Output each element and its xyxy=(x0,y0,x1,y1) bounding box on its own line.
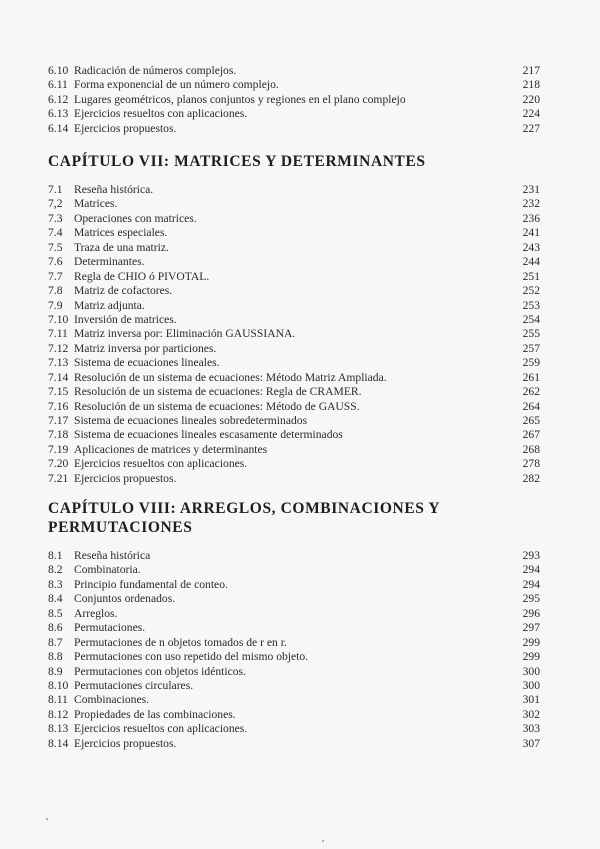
toc-entry-title: Permutaciones con uso repetido del mismo objeto. xyxy=(74,650,309,664)
toc-entry-title: Lugares geométricos, planos conjuntos y regiones en el plano complejo xyxy=(74,92,406,106)
toc-entry-title: Aplicaciones de matrices y determinantes xyxy=(74,442,268,456)
toc-entry-page: 299 xyxy=(522,635,540,649)
toc-entry xyxy=(48,93,540,107)
toc-entry-page: 265 xyxy=(522,414,540,427)
toc-entry-page: 259 xyxy=(522,356,540,370)
toc-entry-page: 302 xyxy=(522,707,540,721)
toc-entry-number: 7.6 xyxy=(48,255,63,269)
toc-entry-title: Permutaciones con objetos idénticos. xyxy=(74,664,246,678)
toc-entry-title: Matrices especiales. xyxy=(74,226,168,240)
scan-speck xyxy=(322,840,324,842)
toc-entry-page: 251 xyxy=(522,269,540,283)
toc-entry-title: Permutaciones. xyxy=(74,621,146,635)
chapter-heading-7: CAPÍTULO VII: MATRICES Y DETERMINANTES xyxy=(48,153,426,170)
toc-entry-page: 294 xyxy=(522,563,540,577)
toc-entry xyxy=(48,607,540,621)
toc-entry-number: 8.4 xyxy=(48,592,63,606)
toc-entry xyxy=(48,342,540,356)
toc-entry-page: 241 xyxy=(522,226,540,240)
toc-entry-number: 7.11 xyxy=(48,327,68,341)
toc-entry-number: 8.14 xyxy=(48,736,69,750)
toc-section-chapter-8 xyxy=(48,549,540,751)
toc-entry-page: 282 xyxy=(522,471,540,485)
toc-entry-page: 255 xyxy=(522,327,540,341)
toc-entry-title: Matriz adjunta. xyxy=(74,298,145,312)
toc-entry xyxy=(48,64,540,78)
toc-entry-title: Ejercicios resueltos con aplicaciones. xyxy=(74,107,248,121)
toc-entry xyxy=(48,107,540,121)
toc-entry-title: Ejercicios propuestos. xyxy=(74,736,177,750)
toc-entry-number: 7.1 xyxy=(48,183,63,196)
toc-entry xyxy=(48,428,540,442)
toc-entry xyxy=(48,122,540,136)
toc-entry-number: 7.18 xyxy=(48,428,69,442)
toc-entry-page: 300 xyxy=(522,664,540,678)
toc-entry-number: 8.10 xyxy=(48,678,69,692)
toc-entry xyxy=(48,578,540,592)
toc-entry-number: 7.3 xyxy=(48,211,63,225)
toc-entry-title: Ejercicios resueltos con aplicaciones. xyxy=(74,457,248,471)
toc-entry-number: 6.13 xyxy=(48,107,69,121)
toc-entry xyxy=(48,400,540,414)
chapter-heading-8 xyxy=(48,499,548,537)
toc-entry-page: 224 xyxy=(522,107,540,121)
toc-entry xyxy=(48,693,540,707)
toc-entry xyxy=(48,443,540,457)
toc-entry-number: 7.4 xyxy=(48,226,63,240)
toc-entry-title: Inversión de matrices. xyxy=(74,312,177,326)
toc-entry-title: Resolución de un sistema de ecuaciones: Método de GAUSS. xyxy=(74,399,360,413)
chapter-heading-8-line1: CAPÍTULO VIII: ARREGLOS, COMBINACIONES Y xyxy=(48,500,441,517)
toc-entry-title: Resolución de un sistema de ecuaciones: Método Matriz Ampliada. xyxy=(74,370,387,384)
toc-entry xyxy=(48,284,540,298)
toc-entry-page: 296 xyxy=(522,606,540,620)
toc-entry-number: 6.11 xyxy=(48,78,68,92)
toc-entry xyxy=(48,563,540,577)
toc-entry xyxy=(48,636,540,650)
toc-entry-title: Conjuntos ordenados. xyxy=(74,592,176,606)
toc-entry-page: 293 xyxy=(522,549,540,562)
toc-entry xyxy=(48,385,540,399)
toc-entry-number: 8.9 xyxy=(48,664,63,678)
toc-entry-number: 8.2 xyxy=(48,563,63,577)
toc-entry xyxy=(48,414,540,428)
toc-entry-page: 220 xyxy=(522,92,540,106)
toc-entry-number: 7.21 xyxy=(48,471,69,485)
toc-entry-page: 227 xyxy=(522,121,540,135)
toc-entry-title: Forma exponencial de un número complejo. xyxy=(74,78,279,92)
toc-entry xyxy=(48,241,540,255)
toc-entry xyxy=(48,313,540,327)
toc-entry-page: 297 xyxy=(522,621,540,635)
toc-entry-title: Combinaciones. xyxy=(74,693,150,707)
toc-entry-title: Determinantes. xyxy=(74,255,145,269)
toc-entry xyxy=(48,299,540,313)
toc-entry-title: Reseña histórica. xyxy=(74,183,154,196)
toc-entry-number: 7.12 xyxy=(48,341,69,355)
toc-entry-title: Permutaciones circulares. xyxy=(74,678,194,692)
toc-entry-page: 264 xyxy=(522,399,540,413)
toc-entry-page: 232 xyxy=(522,197,540,211)
toc-entry xyxy=(48,737,540,751)
toc-entry-page: 231 xyxy=(522,183,540,196)
toc-entry-page: 267 xyxy=(522,428,540,442)
toc-entry-number: 7.14 xyxy=(48,370,69,384)
toc-entry-number: 8.3 xyxy=(48,577,63,591)
toc-entry-title: Propiedades de las combinaciones. xyxy=(74,707,236,721)
toc-entry-page: 254 xyxy=(522,312,540,326)
toc-entry xyxy=(48,621,540,635)
toc-entry-title: Reseña histórica xyxy=(74,549,151,562)
toc-entry xyxy=(48,722,540,736)
toc-entry-title: Sistema de ecuaciones lineales sobredeterminados xyxy=(74,414,308,427)
toc-entry-title: Combinatoria. xyxy=(74,563,141,577)
toc-entry xyxy=(48,371,540,385)
toc-entry-title: Radicación de números complejos. xyxy=(74,64,237,77)
toc-entry xyxy=(48,183,540,197)
toc-entry xyxy=(48,197,540,211)
toc-entry-number: 7,2 xyxy=(48,197,63,211)
toc-entry-number: 8.5 xyxy=(48,606,63,620)
toc-entry-number: 7.9 xyxy=(48,298,63,312)
toc-entry-number: 7.8 xyxy=(48,284,63,298)
toc-entry xyxy=(48,78,540,92)
scan-speck xyxy=(46,818,48,820)
toc-entry-number: 7.17 xyxy=(48,414,69,427)
toc-entry-title: Matriz inversa por: Eliminación GAUSSIANA. xyxy=(74,327,296,341)
toc-entry-number: 7.19 xyxy=(48,442,69,456)
toc-entry-page: 244 xyxy=(522,255,540,269)
toc-entry-title: Permutaciones de n objetos tomados de r en r. xyxy=(74,635,287,649)
toc-entry-page: 303 xyxy=(522,722,540,736)
toc-section-intro xyxy=(48,64,540,136)
toc-entry-page: 295 xyxy=(522,592,540,606)
toc-entry-page: 257 xyxy=(522,341,540,355)
toc-entry xyxy=(48,356,540,370)
toc-entry xyxy=(48,650,540,664)
toc-entry-number: 7.5 xyxy=(48,240,63,254)
toc-entry-number: 7.16 xyxy=(48,399,69,413)
toc-entry xyxy=(48,327,540,341)
toc-entry-page: 253 xyxy=(522,298,540,312)
toc-entry-title: Ejercicios propuestos. xyxy=(74,121,177,135)
toc-entry-number: 8.1 xyxy=(48,549,63,562)
toc-entry-page: 252 xyxy=(522,284,540,298)
toc-entry-page: 243 xyxy=(522,240,540,254)
toc-entry-title: Ejercicios resueltos con aplicaciones. xyxy=(74,722,248,736)
toc-entry xyxy=(48,270,540,284)
toc-entry xyxy=(48,212,540,226)
toc-entry-title: Matrices. xyxy=(74,197,118,211)
toc-entry-number: 7.10 xyxy=(48,312,69,326)
toc-entry-page: 301 xyxy=(522,693,540,707)
toc-entry-title: Regla de CHIO ó PIVOTAL. xyxy=(74,269,210,283)
toc-entry-title: Matriz inversa por particiones. xyxy=(74,341,217,355)
toc-entry xyxy=(48,592,540,606)
toc-entry-number: 7.7 xyxy=(48,269,63,283)
toc-entry-title: Resolución de un sistema de ecuaciones: Regla de CRAMER. xyxy=(74,385,362,399)
toc-entry-number: 7.13 xyxy=(48,356,69,370)
toc-entry-title: Arreglos. xyxy=(74,606,118,620)
toc-entry-number: 7.20 xyxy=(48,457,69,471)
toc-entry-title: Traza de una matriz. xyxy=(74,240,169,254)
toc-entry xyxy=(48,457,540,471)
toc-entry-page: 218 xyxy=(522,78,540,92)
toc-entry-number: 8.8 xyxy=(48,650,63,664)
toc-entry-number: 6.10 xyxy=(48,64,69,77)
toc-entry xyxy=(48,255,540,269)
toc-entry-title: Principio fundamental de conteo. xyxy=(74,577,228,591)
toc-section-chapter-7 xyxy=(48,183,540,486)
toc-entry-number: 6.12 xyxy=(48,92,69,106)
toc-entry-page: 217 xyxy=(522,64,540,77)
toc-entry xyxy=(48,708,540,722)
chapter-heading-8-line2: PERMUTACIONES xyxy=(48,519,193,536)
toc-entry-page: 262 xyxy=(522,385,540,399)
toc-entry-number: 8.6 xyxy=(48,621,63,635)
toc-entry-number: 8.13 xyxy=(48,722,69,736)
toc-entry xyxy=(48,472,540,486)
toc-entry-page: 278 xyxy=(522,457,540,471)
toc-entry xyxy=(48,226,540,240)
toc-entry-title: Matriz de cofactores. xyxy=(74,284,173,298)
toc-entry-page: 261 xyxy=(522,370,540,384)
toc-entry-page: 236 xyxy=(522,211,540,225)
toc-entry xyxy=(48,679,540,693)
toc-entry-page: 299 xyxy=(522,650,540,664)
toc-entry-page: 268 xyxy=(522,442,540,456)
toc-entry-title: Sistema de ecuaciones lineales escasamente determinados xyxy=(74,428,343,442)
toc-entry-number: 8.11 xyxy=(48,693,68,707)
toc-entry-number: 6.14 xyxy=(48,121,69,135)
toc-entry-title: Sistema de ecuaciones lineales. xyxy=(74,356,220,370)
toc-entry xyxy=(48,665,540,679)
toc-entry-number: 8.7 xyxy=(48,635,63,649)
toc-entry-number: 7.15 xyxy=(48,385,69,399)
toc-entry-title: Operaciones con matrices. xyxy=(74,211,197,225)
toc-entry-number: 8.12 xyxy=(48,707,69,721)
toc-entry-page: 294 xyxy=(522,577,540,591)
toc-entry-page: 307 xyxy=(522,736,540,750)
toc-entry-page: 300 xyxy=(522,678,540,692)
toc-entry-title: Ejercicios propuestos. xyxy=(74,471,177,485)
toc-entry xyxy=(48,549,540,563)
